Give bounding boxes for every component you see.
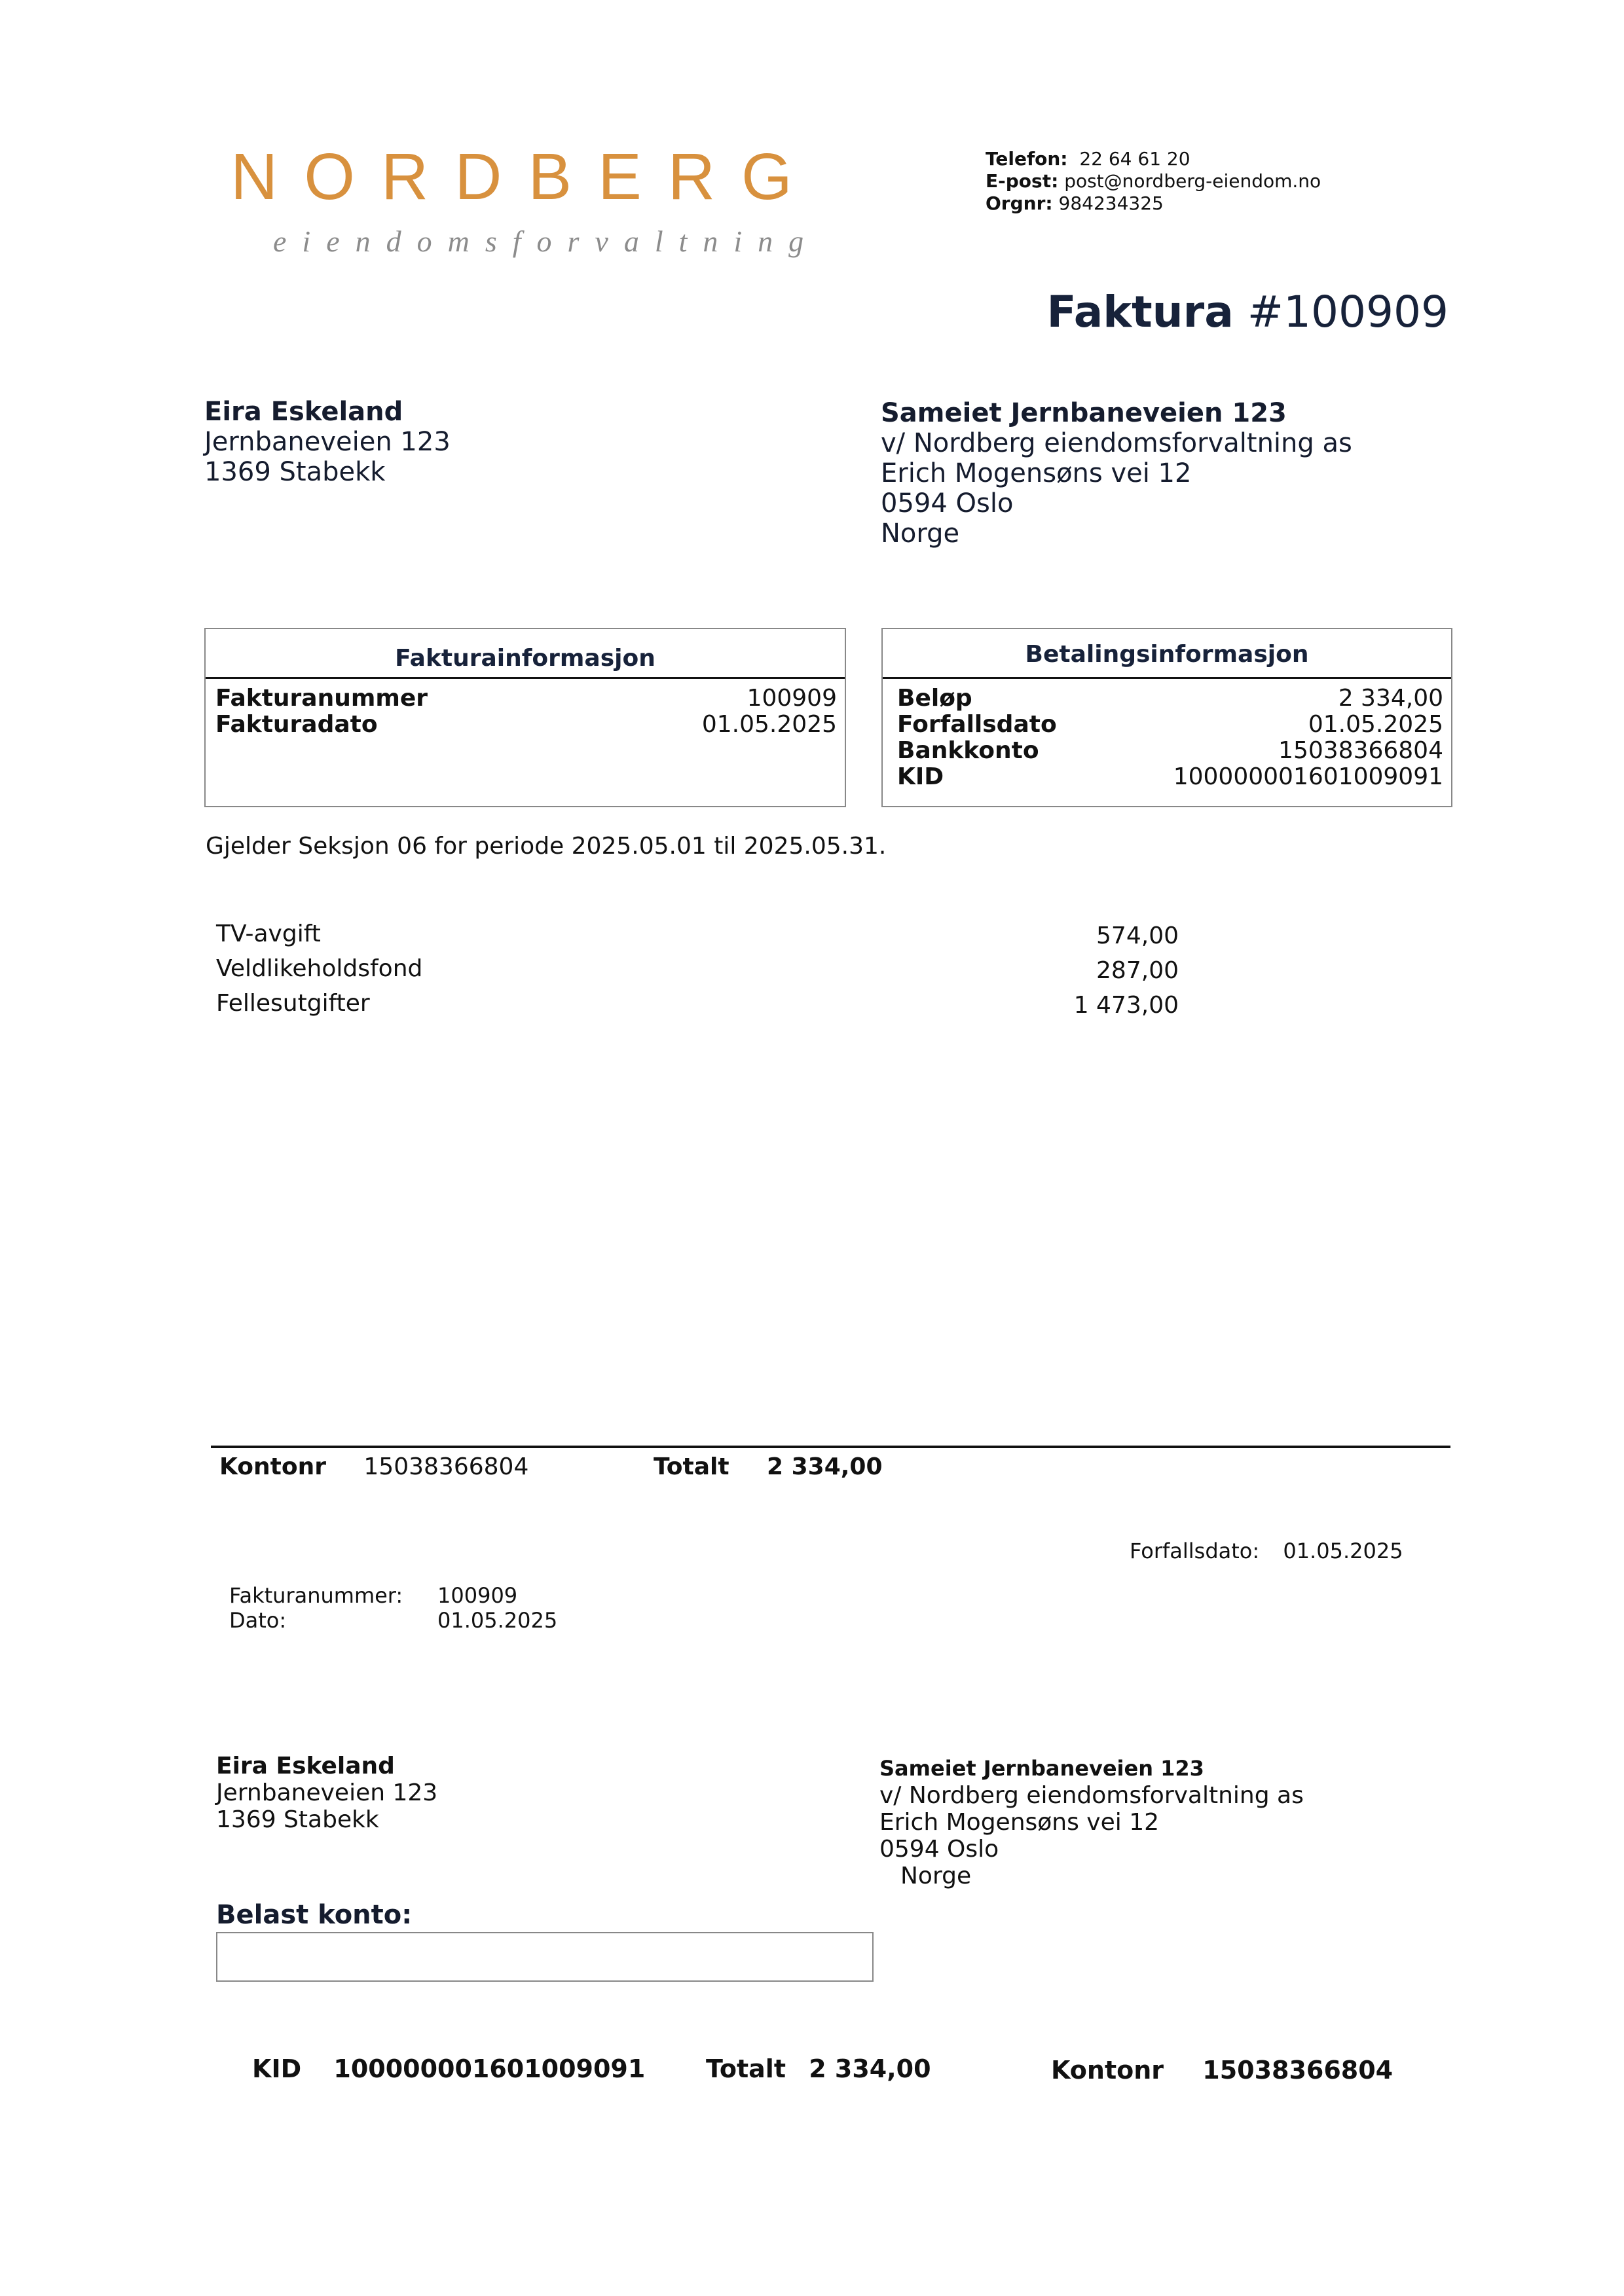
footer-kontonr bbox=[1051, 2056, 1393, 2085]
kid-label: KID bbox=[897, 763, 944, 790]
kid-row bbox=[897, 764, 1443, 790]
giro-recipient-name: Eira Eskeland bbox=[216, 1753, 395, 1779]
payment-info-box bbox=[881, 628, 1452, 807]
giro-invoice-no-label: Fakturanummer: bbox=[229, 1583, 403, 1608]
charge-account-input[interactable] bbox=[216, 1932, 874, 1982]
giro-sender-line4: Norge bbox=[900, 1863, 972, 1889]
sender-address bbox=[881, 398, 1352, 549]
amount-value: 2 334,00 bbox=[1338, 685, 1443, 712]
invoice-info-box bbox=[204, 628, 846, 807]
line-item-name: Veldlikeholdsfond bbox=[216, 955, 423, 982]
summary-total-label: Totalt bbox=[654, 1453, 729, 1480]
giro-recipient-address bbox=[216, 1753, 437, 1833]
giro-invoice-no: 100909 bbox=[437, 1583, 518, 1608]
footer-kid-label: KID bbox=[252, 2054, 302, 2083]
period-text: Gjelder Seksjon 06 for periode 2025.05.01 til 2025.05.31. bbox=[206, 833, 887, 860]
line-item-names bbox=[216, 917, 422, 1021]
bank-account-value: 15038366804 bbox=[1278, 737, 1443, 764]
amount-label: Beløp bbox=[897, 685, 972, 712]
footer-total-label: Totalt bbox=[706, 2054, 786, 2083]
invoice-number-label: Fakturanummer bbox=[215, 685, 428, 712]
recipient-city: 1369 Stabekk bbox=[204, 457, 386, 487]
invoice-title-number: #100909 bbox=[1247, 287, 1449, 337]
summary-total bbox=[654, 1453, 883, 1480]
sender-line4: Norge bbox=[881, 519, 960, 549]
recipient-name: Eira Eskeland bbox=[204, 397, 403, 427]
summary-kontonr: 15038366804 bbox=[363, 1453, 529, 1480]
invoice-number-value: 100909 bbox=[747, 685, 837, 712]
invoice-date-value: 01.05.2025 bbox=[701, 711, 837, 738]
invoice-date-row bbox=[215, 712, 837, 738]
giro-due-date bbox=[1130, 1539, 1403, 1563]
line-item-amounts bbox=[1074, 919, 1179, 1023]
giro-recipient-street: Jernbaneveien 123 bbox=[216, 1779, 438, 1806]
giro-date: 01.05.2025 bbox=[437, 1608, 558, 1633]
recipient-address bbox=[204, 397, 451, 487]
logo-name: NORDBERG bbox=[231, 140, 819, 213]
sender-line2: Erich Mogensøns vei 12 bbox=[881, 458, 1192, 488]
giro-invoice-meta bbox=[229, 1583, 557, 1633]
line-item-name: TV-avgift bbox=[216, 920, 321, 947]
giro-recipient-city: 1369 Stabekk bbox=[216, 1806, 379, 1833]
orgnr-value: 984234325 bbox=[1058, 192, 1164, 214]
due-date-row bbox=[897, 712, 1443, 738]
sender-line3: 0594 Oslo bbox=[881, 488, 1014, 519]
logo-tagline: eiendomsforvaltning bbox=[273, 225, 820, 258]
sender-line1: v/ Nordberg eiendomsforvaltning as bbox=[881, 428, 1352, 458]
giro-sender-line1: v/ Nordberg eiendomsforvaltning as bbox=[879, 1782, 1304, 1809]
company-logo bbox=[231, 140, 820, 259]
line-item-amount: 574,00 bbox=[1096, 922, 1179, 949]
due-date-label: Forfallsdato bbox=[897, 711, 1057, 738]
footer-total bbox=[706, 2054, 931, 2083]
contact-block bbox=[986, 148, 1321, 215]
summary-total-value: 2 334,00 bbox=[767, 1453, 883, 1480]
orgnr-label: Orgnr: bbox=[986, 192, 1053, 214]
sender-name: Sameiet Jernbaneveien 123 bbox=[881, 398, 1287, 428]
giro-date-label: Dato: bbox=[229, 1608, 287, 1633]
line-item-name: Fellesutgifter bbox=[216, 990, 370, 1017]
line-item-amount: 1 473,00 bbox=[1073, 992, 1179, 1019]
invoice-title-word: Faktura bbox=[1046, 287, 1234, 337]
invoice-title bbox=[1046, 287, 1449, 337]
footer-kid-value: 100000001601009091 bbox=[333, 2054, 646, 2083]
giro-due-label: Forfallsdato: bbox=[1130, 1539, 1260, 1563]
summary-divider bbox=[211, 1446, 1450, 1448]
recipient-street: Jernbaneveien 123 bbox=[204, 427, 451, 457]
giro-sender-name: Sameiet Jernbaneveien 123 bbox=[879, 1756, 1204, 1781]
email-label: E-post: bbox=[986, 170, 1059, 192]
kid-value: 100000001601009091 bbox=[1173, 763, 1443, 790]
due-date-value: 01.05.2025 bbox=[1308, 711, 1443, 738]
phone-label: Telefon: bbox=[986, 148, 1068, 170]
email-value: post@nordberg-eiendom.no bbox=[1064, 170, 1321, 192]
invoice-info-heading: Fakturainformasjon bbox=[206, 629, 845, 679]
invoice-number-row bbox=[215, 685, 837, 712]
line-item-amount: 287,00 bbox=[1096, 957, 1179, 984]
bank-account-label: Bankkonto bbox=[897, 737, 1039, 764]
giro-sender-line3: 0594 Oslo bbox=[879, 1836, 999, 1863]
bank-account-row bbox=[897, 738, 1443, 764]
footer-total-value: 2 334,00 bbox=[809, 2054, 931, 2083]
footer-kid bbox=[252, 2054, 645, 2083]
footer-kontonr-value: 15038366804 bbox=[1202, 2056, 1393, 2085]
phone-value: 22 64 61 20 bbox=[1079, 148, 1190, 170]
payment-info-heading: Betalingsinformasjon bbox=[883, 629, 1451, 679]
amount-row bbox=[897, 685, 1443, 712]
giro-sender-address bbox=[879, 1755, 1304, 1889]
giro-sender-line2: Erich Mogensøns vei 12 bbox=[879, 1809, 1160, 1836]
summary-row bbox=[219, 1453, 528, 1480]
footer-kontonr-label: Kontonr bbox=[1051, 2056, 1164, 2085]
invoice-date-label: Fakturadato bbox=[215, 711, 378, 738]
summary-kontonr-label: Kontonr bbox=[219, 1453, 326, 1480]
giro-due-value: 01.05.2025 bbox=[1283, 1539, 1403, 1563]
charge-account-label: Belast konto: bbox=[216, 1900, 413, 1930]
